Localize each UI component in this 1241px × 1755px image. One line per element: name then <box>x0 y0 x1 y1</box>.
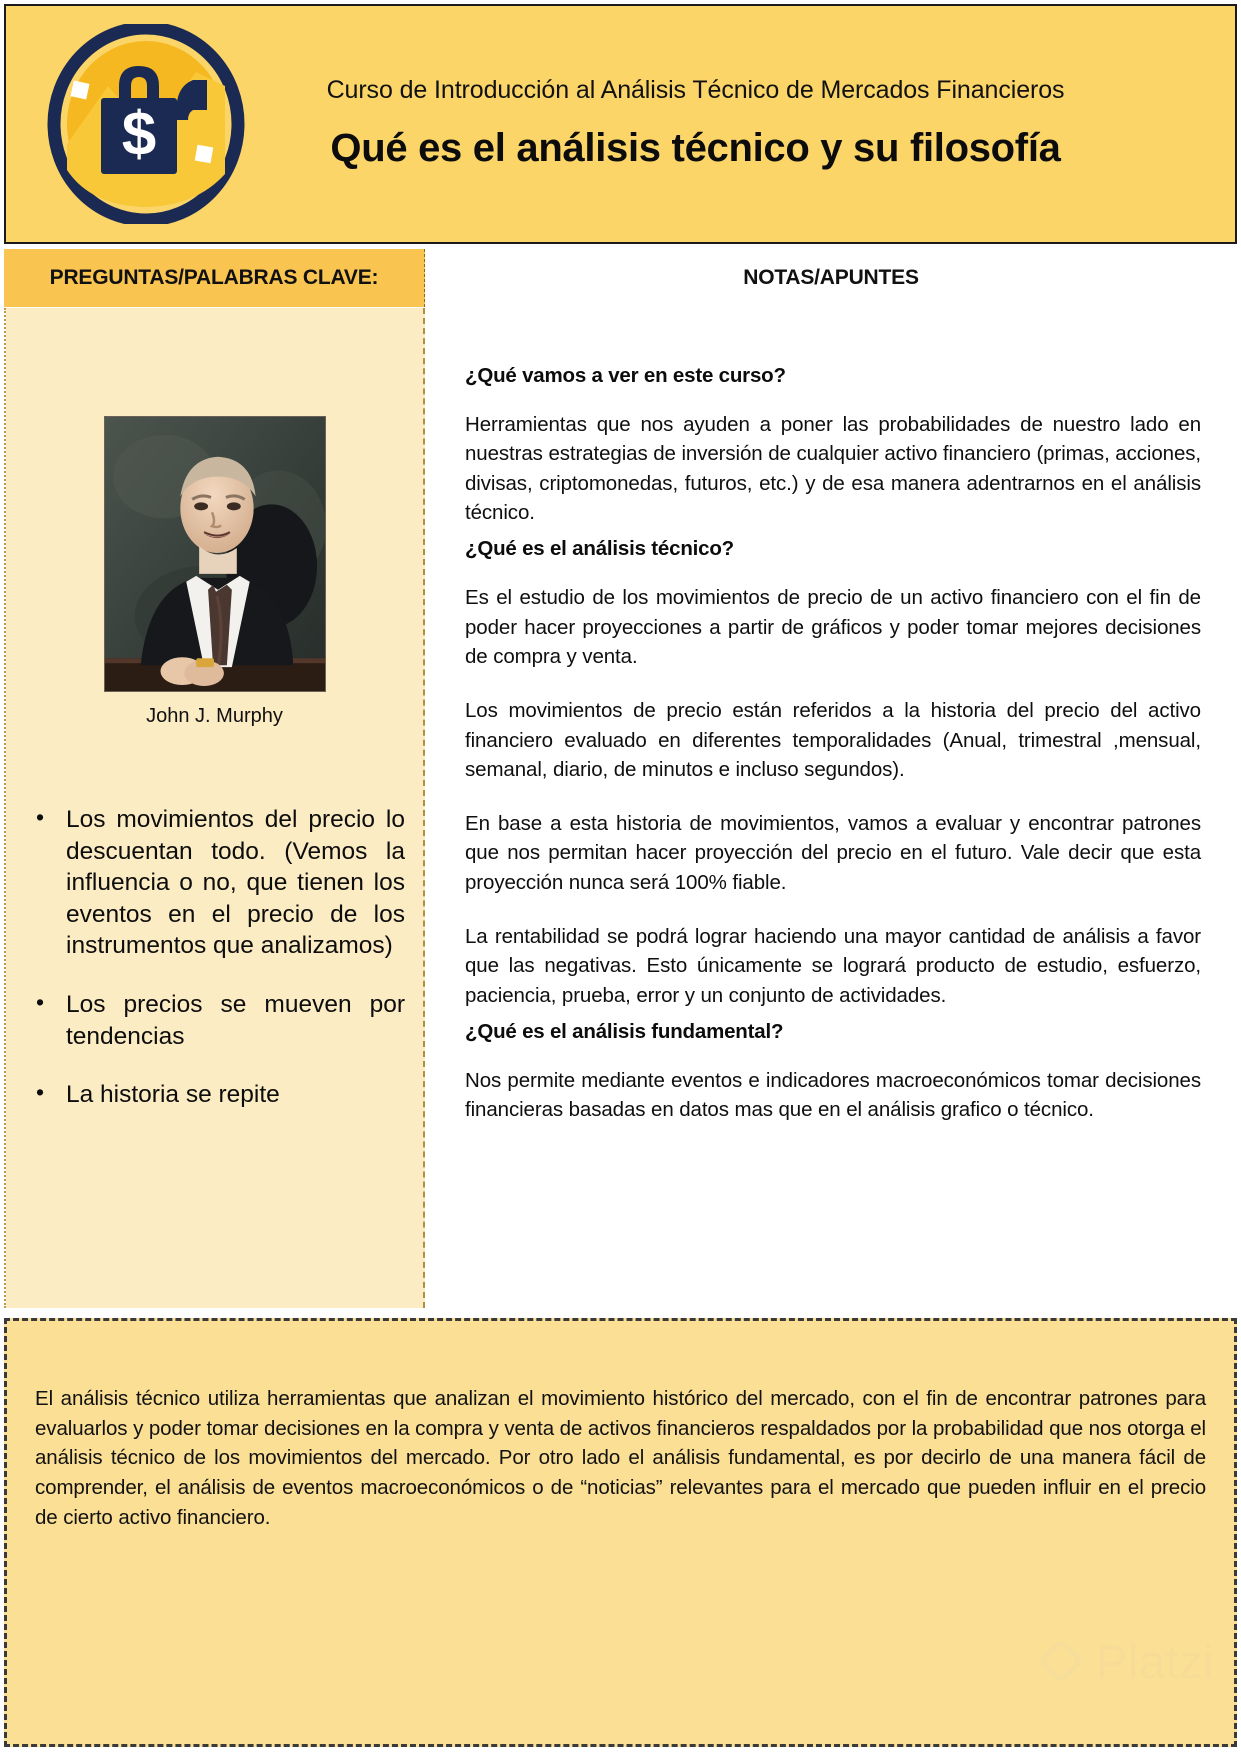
money-bag-dollar-coin-icon <box>46 24 246 224</box>
right-column-header <box>425 249 1237 307</box>
course-logo <box>6 6 276 242</box>
notes-column <box>425 308 1237 1308</box>
platzi-diamond-icon <box>1036 1636 1086 1686</box>
body-row <box>4 308 1237 1308</box>
note-section <box>465 537 1201 1010</box>
note-paragraph: La rentabilidad se podrá lograr haciendo una mayor cantidad de análisis a favor que las negativas. Esto únicamente se logrará producto de estudio, esfuerzo, paciencia, prueba, error y un conjunto de actividades. <box>465 925 1201 1007</box>
note-paragraph: Los movimientos de precio están referidos a la historia del precio del activo financiero evaluado en diferentes temporalidades (Anual, trimestral ,mensual, semanal, diario, de minutos e incluso segundos). <box>465 699 1201 781</box>
column-header-row <box>4 249 1237 307</box>
note-paragraph: Es el estudio de los movimientos de precio de un activo financiero con el fin de poder hacer proyecciones a partir de gráficos y poder tomar mejores decisiones de compra y venta. <box>465 586 1201 668</box>
key-points-list <box>24 804 405 1111</box>
portrait-photo <box>104 416 326 692</box>
platzi-watermark-label: Platzi <box>1096 1634 1214 1688</box>
header-band <box>4 4 1237 244</box>
summary-text: El análisis técnico utiliza herramientas que analizan el movimiento histórico del mercado, con el fin de encontrar patrones para evaluarlos y poder tomar decisiones en la compra y venta de activos financieros respaldados por la probabilidad que nos otorga el análisis técnico de los movimientos del mercado. Por otro lado el análisis fundamental, es por decirlo de una manera fácil de comprender, el análisis de eventos macroeconómicos o de “noticias” relevantes para el mercado que pueden influir en el precio de cierto activo financiero. <box>35 1387 1206 1529</box>
left-column-header-label: PREGUNTAS/PALABRAS CLAVE: <box>49 266 379 289</box>
right-column-header-label: NOTAS/APUNTES <box>743 266 919 289</box>
svg-text:$: $ <box>121 100 157 169</box>
note-heading: ¿Qué es el análisis técnico? <box>465 537 734 561</box>
note-paragraph: En base a esta historia de movimientos, vamos a evaluar y encontrar patrones que nos permitan hacer proyección del precio en el futuro. Vale decir que esta proyección nunca será 100% fiable. <box>465 812 1201 894</box>
lesson-title: Qué es el análisis técnico y su filosofía <box>330 126 1061 171</box>
note-section <box>465 364 1201 527</box>
note-heading: ¿Qué es el análisis fundamental? <box>465 1020 784 1043</box>
course-title: Curso de Introducción al Análisis Técnico de Mercados Financieros <box>326 75 1065 104</box>
platzi-watermark <box>1036 1636 1214 1686</box>
left-column-header <box>4 249 425 307</box>
portrait-caption: John J. Murphy <box>146 705 283 727</box>
list-item: • Los movimientos del precio lo descuentan todo. (Vemos la influencia o no, que tienen los eventos en el precio de los instrumentos que analizamos) <box>62 804 405 962</box>
summary-box <box>4 1318 1237 1747</box>
list-item: • La historia se repite <box>62 1079 405 1111</box>
note-paragraph: Herramientas que nos ayuden a poner las probabilidades de nuestro lado en nuestras estrategias de inversión de cualquier activo financiero (primas, acciones, divisas, criptomonedas, futuros, etc.) y de esa manera adentrarnos en el análisis técnico. <box>465 413 1201 524</box>
note-heading: ¿Qué vamos a ver en este curso? <box>465 364 786 387</box>
keywords-column <box>6 308 425 1308</box>
list-item: • Los precios se mueven por tendencias <box>62 989 405 1052</box>
header-text-block <box>276 74 1235 175</box>
note-paragraph: Nos permite mediante eventos e indicadores macroeconómicos tomar decisiones financieras basadas en datos mas que en el análisis grafico o técnico. <box>465 1069 1201 1122</box>
portrait-block <box>24 318 405 728</box>
note-section <box>465 1020 1201 1125</box>
